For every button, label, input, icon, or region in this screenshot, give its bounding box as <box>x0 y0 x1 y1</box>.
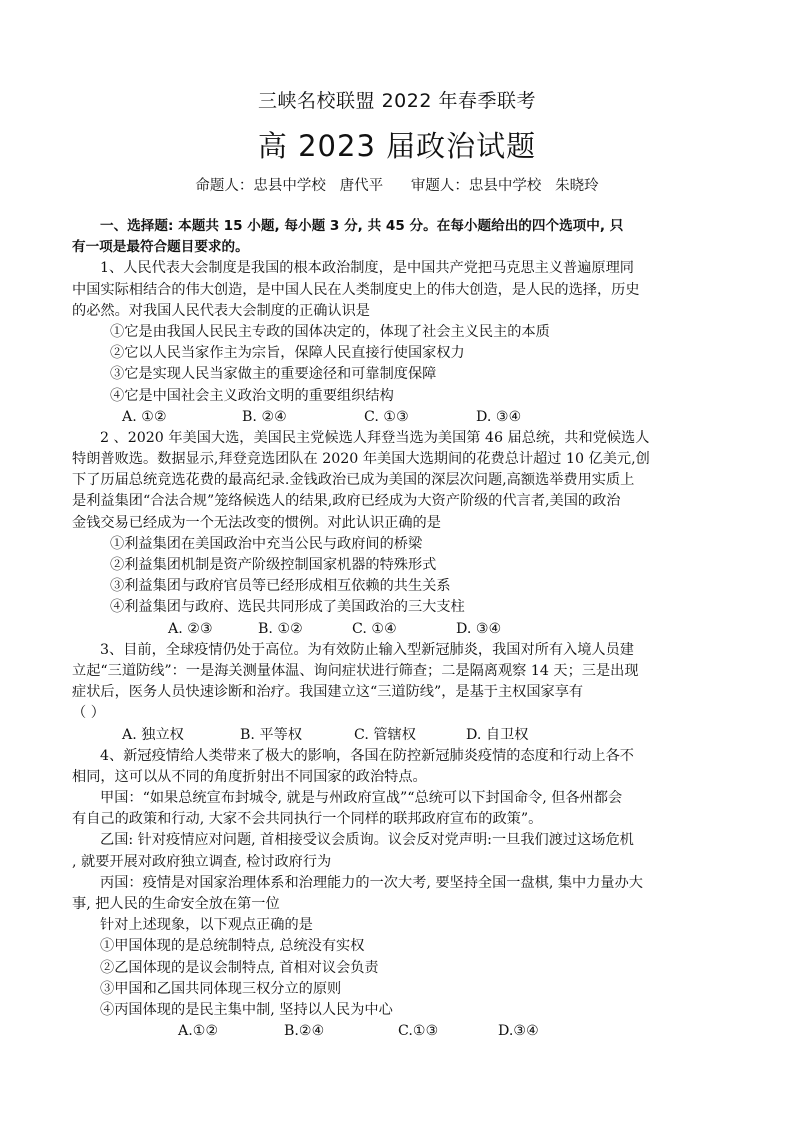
q3-stem-line1: 3、目前，全球疫情仍处于高位。为有效防止输入型新冠肺炎，我国对所有入境人员建 <box>100 641 634 658</box>
q2-options <box>72 619 722 640</box>
q2-option-d: D. ③④ <box>456 620 502 637</box>
q1-statement-2: ②它以人民当家作主为宗旨，保障人民直接行使国家权力 <box>110 345 465 362</box>
q3-option-b: B. 平等权 <box>240 726 303 743</box>
q4-country-jia-line1: 甲国：“如果总统宣布封城令, 就是与州政府宣战”“总统可以下封国命令, 但各州都会 <box>100 790 623 807</box>
q4-country-yi-line1: 乙国: 针对疫情应对问题, 首相接受议会质询。议会反对党声明:一旦我们渡过这场危机 <box>100 832 634 849</box>
exam-series-title: 三峡名校联盟 2022 年春季联考 <box>258 90 536 112</box>
q2-stem-line3: 下了历届总统竞选花费的最高纪录.金钱政治已成为美国的深层次问题,高额选举费用实质上 <box>72 472 635 489</box>
q2-stem-line1: 2 、2020 年美国大选，美国民主党候选人拜登当选为美国第 46 届总统，共和党候选人 <box>100 429 650 446</box>
q1-option-b: B. ②④ <box>242 408 287 425</box>
q4-option-b: B.②④ <box>284 1023 325 1040</box>
q2-statement-4: ④利益集团与政府、选民共同形成了美国政治的三大支柱 <box>110 599 465 616</box>
q4-statement-4: ④丙国体现的是民主集中制, 坚持以人民为中心 <box>100 1001 393 1018</box>
q1-option-d: D. ③④ <box>476 408 522 425</box>
q4-stem-line1: 4、新冠疫情给人类带来了极大的影响，各国在防控新冠肺炎疫情的态度和行动上各不 <box>100 747 634 764</box>
q3-answer-paren: （ ） <box>72 705 105 722</box>
q3-stem-line2: 立起“三道防线”：一是海关测量体温、询问症状进行筛查；二是隔离观察 14 天；三是出现 <box>72 662 639 679</box>
q4-question: 针对上述现象，以下观点正确的是 <box>100 917 313 934</box>
q4-country-bing-line1: 丙国：疫情是对国家治理体系和治理能力的一次大考, 要坚持全国一盘棋, 集中力量办大 <box>100 874 643 891</box>
q2-stem-line2: 特朗普败选。数据显示,拜登竞选团队在 2020 年美国大选期间的花费总计超过 10 亿美元,创 <box>72 451 650 468</box>
q4-country-jia-line2: 有自己的政策和行动, 大家不会共同执行一个同样的联邦政府宣布的政策”。 <box>72 811 543 828</box>
q1-stem-line3: 的必然。对我国人民代表大会制度的正确认识是 <box>72 302 370 319</box>
q1-stem-line1: 1、人民代表大会制度是我国的根本政治制度，是中国共产党把马克思主义普遍原理同 <box>100 260 634 277</box>
q3-option-c: C. 管辖权 <box>354 726 416 743</box>
q3-stem-line3: 症状后，医务人员快速诊断和治疗。我国建立这“三道防线”，是基于主权国家享有 <box>72 684 584 701</box>
q4-stem-line2: 相同，这可以从不同的角度折射出不同国家的政治特点。 <box>72 768 427 785</box>
q2-statement-2: ②利益集团机制是资产阶级控制国家机器的特殊形式 <box>110 557 437 573</box>
q4-country-bing-line2: 事, 把人民的生命安全放在第一位 <box>72 896 280 912</box>
q4-option-a: A.①② <box>178 1023 219 1040</box>
q2-option-a: A. ②③ <box>168 620 213 637</box>
q1-stem-line2: 中国实际相结合的伟大创造，是中国人民在人类制度史上的伟大创造，是人民的选择，历史 <box>72 281 640 298</box>
q2-statement-3: ③利益集团与政府官员等已经形成相互依赖的共生关系 <box>110 578 451 595</box>
exam-content <box>72 216 722 1042</box>
q4-statement-2: ②乙国体现的是议会制特点, 首相对议会负责 <box>100 959 379 976</box>
q4-statement-1: ①甲国体现的是总统制特点, 总统没有实权 <box>100 938 365 955</box>
q3-option-d: D. 自卫权 <box>466 726 529 743</box>
q1-statement-4: ④它是中国社会主义政治文明的重要组织结构 <box>110 387 394 404</box>
q4-statement-3: ③甲国和乙国共同体现三权分立的原则 <box>100 980 342 997</box>
q1-option-a: A. ①② <box>122 408 167 425</box>
q2-option-b: B. ①② <box>258 620 303 637</box>
q1-statement-1: ①它是由我国人民民主专政的国体决定的，体现了社会主义民主的本质 <box>110 323 550 340</box>
section-instruction-line2: 有一项是最符合题目要求的。 <box>72 239 249 256</box>
q2-option-c: C. ①④ <box>352 620 397 637</box>
authors-line: 命题人：忠县中学校 唐代平 审题人：忠县中学校 朱晓玲 <box>195 178 599 194</box>
q1-options <box>72 407 722 428</box>
q3-option-a: A. 独立权 <box>122 726 184 743</box>
q2-stem-line4: 是利益集团“合法合规”笼络候选人的结果,政府已经成为大资产阶级的代言者,美国的政治 <box>72 493 621 510</box>
q2-statement-1: ①利益集团在美国政治中充当公民与政府间的桥梁 <box>110 535 423 552</box>
section-instruction-line1: 一、选择题: 本题共 15 小题, 每小题 3 分, 共 45 分。在每小题给出的四个选项中, 只 <box>100 218 624 234</box>
exam-title: 高 2023 届政治试题 <box>257 129 537 163</box>
q4-options <box>72 1021 722 1042</box>
q3-options <box>72 725 722 746</box>
q1-option-c: C. ①③ <box>364 408 409 425</box>
q4-country-yi-line2: , 就要开展对政府独立调查, 检讨政府行为 <box>72 853 332 870</box>
q4-option-c: C.①③ <box>398 1023 439 1040</box>
q1-statement-3: ③它是实现人民当家做主的重要途径和可靠制度保障 <box>110 366 437 383</box>
q2-stem-line5: 金钱交易已经成为一个无法改变的惯例。对此认识正确的是 <box>72 514 441 531</box>
q4-option-d: D.③④ <box>498 1023 539 1040</box>
